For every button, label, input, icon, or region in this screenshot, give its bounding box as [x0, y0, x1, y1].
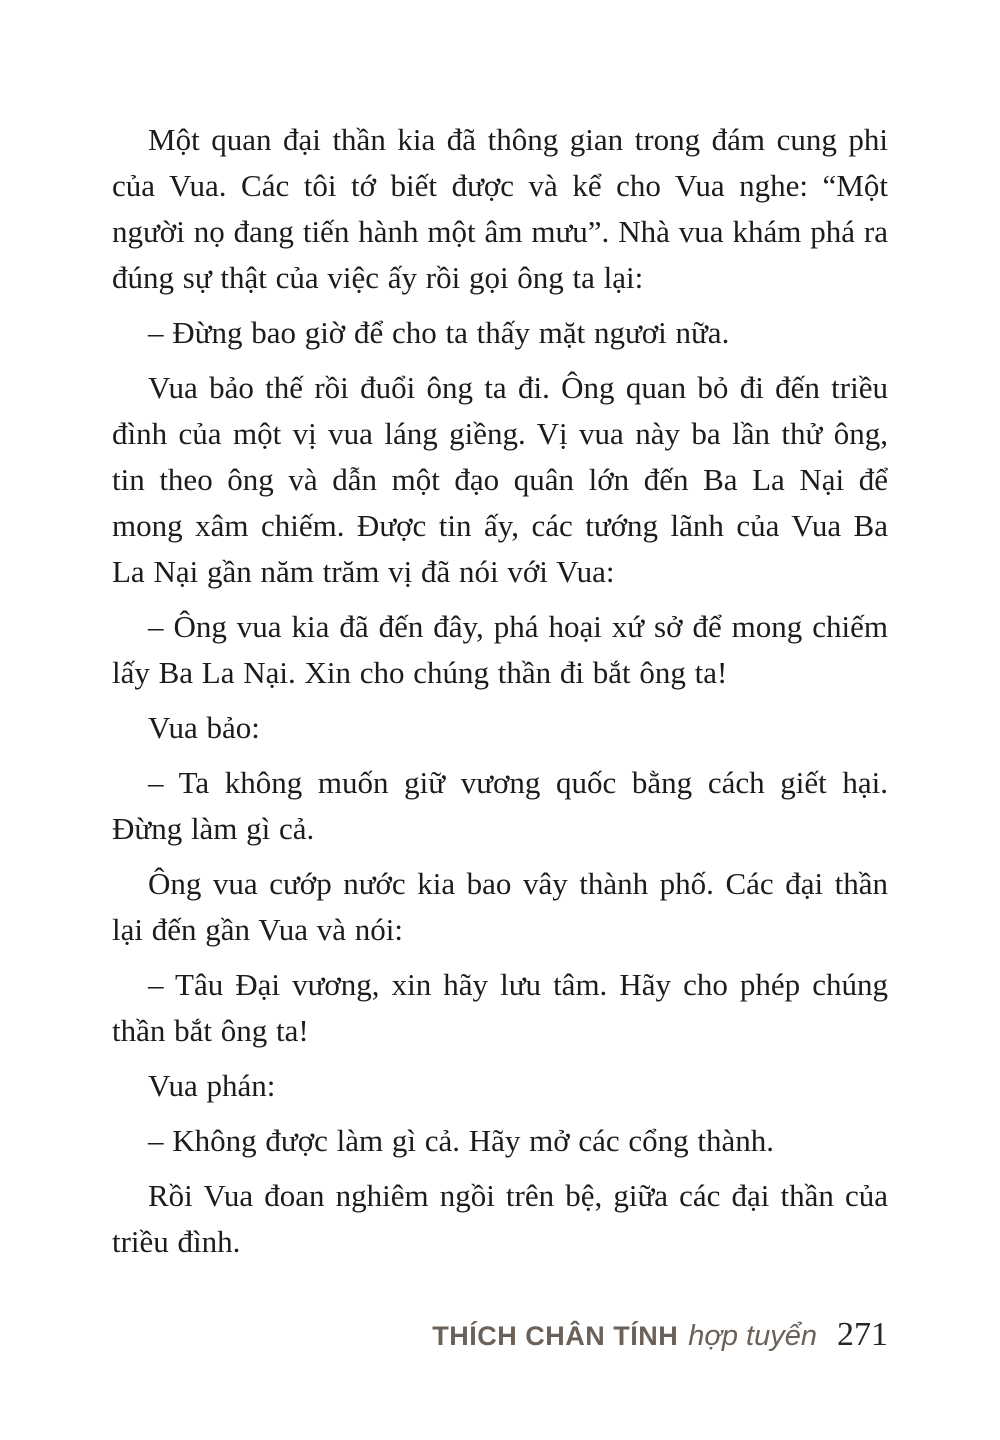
paragraph-dialogue: – Ta không muốn giữ vương quốc bằng cách giết hại. Đừng làm gì cả. [112, 765, 888, 846]
footer-series-title: hợp tuyển [688, 1320, 817, 1352]
footer-author-name: THÍCH CHÂN TÍNH [432, 1321, 679, 1351]
page-body-text [112, 117, 888, 1274]
paragraph: Ông vua cướp nước kia bao vây thành phố. Các đại thần lại đến gần Vua và nói: [112, 866, 888, 947]
paragraph-dialogue: – Tâu Đại vương, xin hãy lưu tâm. Hãy cho phép chúng thần bắt ông ta! [112, 967, 888, 1048]
paragraph: Một quan đại thần kia đã thông gian trong đám cung phi của Vua. Các tôi tớ biết được và kể cho Vua nghe: “Một người nọ đang tiến hành một âm mưu”. Nhà vua khám phá ra đúng sự thật của việc ấy rồi gọi ông ta lại: [112, 122, 888, 295]
page-footer [432, 1316, 888, 1354]
paragraph-dialogue: – Ông vua kia đã đến đây, phá hoại xứ sở để mong chiếm lấy Ba La Nại. Xin cho chúng thần đi bắt ông ta! [112, 609, 888, 690]
paragraph: Vua bảo thế rồi đuổi ông ta đi. Ông quan bỏ đi đến triều đình của một vị vua láng giềng. Vị vua này ba lần thử ông, tin theo ông và dẫn một đạo quân lớn đến Ba La Nại để mong xâm chiếm. Được tin ấy, các tướng lãnh của Vua Ba La Nại gần năm trăm vị đã nói với Vua: [112, 370, 888, 589]
paragraph-dialogue: – Đừng bao giờ để cho ta thấy mặt ngươi nữa. [148, 315, 730, 350]
paragraph: Rồi Vua đoan nghiêm ngồi trên bệ, giữa các đại thần của triều đình. [112, 1178, 888, 1259]
paragraph: Vua phán: [148, 1068, 276, 1103]
paragraph-dialogue: – Không được làm gì cả. Hãy mở các cổng thành. [148, 1123, 775, 1158]
page-number: 271 [837, 1316, 888, 1353]
paragraph: Vua bảo: [148, 710, 260, 745]
